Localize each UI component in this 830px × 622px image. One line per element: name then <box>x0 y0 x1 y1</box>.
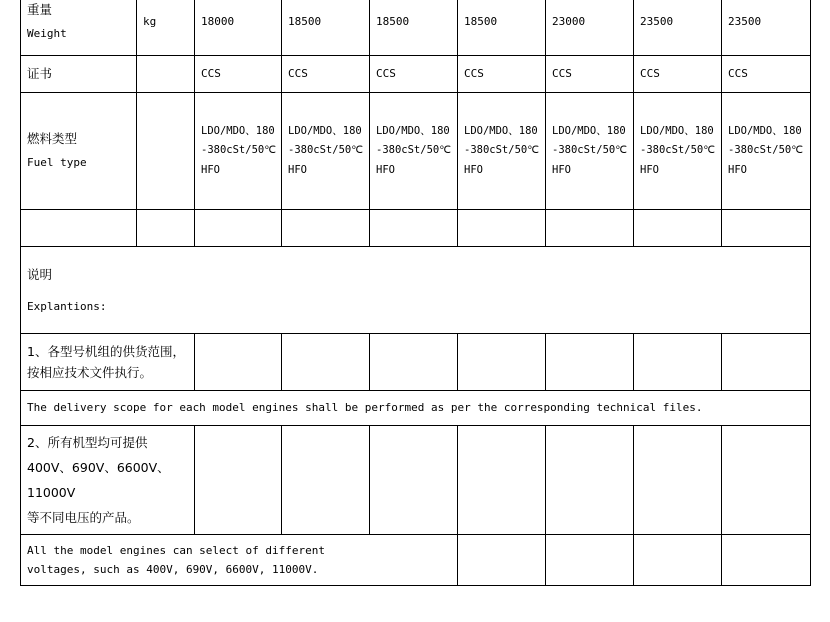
cell-note1-pad-4 <box>458 334 546 391</box>
cell-note2-pad-4 <box>458 426 546 535</box>
table-row-weight <box>21 0 811 56</box>
cell-note2-pad-2 <box>282 426 370 535</box>
cell-note2-en <box>21 535 458 586</box>
cell-note1-pad-3 <box>370 334 458 391</box>
explanations-title-en: Explantions: <box>27 300 107 313</box>
cell-fuel-type-2 <box>282 93 370 210</box>
row-label-fuel-type-en: Fuel type <box>27 156 87 170</box>
cell-fuel-type-1-line2: -380cSt/50℃ <box>201 144 277 157</box>
cell-note2-pad-6 <box>634 426 722 535</box>
note2-cn-line2: 400V、690V、6600V、11000V <box>27 460 170 500</box>
cell-note2-en-pad-3 <box>634 535 722 586</box>
cell-fuel-type-3-line2: -380cSt/50℃ <box>376 144 452 157</box>
cell-fuel-type-6-line3: HFO <box>640 163 659 176</box>
cell-fuel-type-2-line3: HFO <box>288 163 307 176</box>
cell-certificate-1: CCS <box>195 56 282 93</box>
cell-fuel-type-3 <box>370 93 458 210</box>
engine-specification-table <box>20 0 811 586</box>
cell-note1-pad-6 <box>634 334 722 391</box>
cell-fuel-type-4-line2: -380cSt/50℃ <box>464 144 540 157</box>
cell-blank-4 <box>458 210 546 247</box>
cell-fuel-type-6-line1: LDO/MDO、180 <box>640 124 714 137</box>
cell-fuel-type-3-line1: LDO/MDO、180 <box>376 124 450 137</box>
cell-note1-en <box>21 391 811 426</box>
cell-certificate-3: CCS <box>370 56 458 93</box>
cell-note2-cn <box>21 426 195 535</box>
cell-fuel-type-7-line2: -380cSt/50℃ <box>728 144 804 157</box>
row-label-certificate-cn: 证书 <box>27 65 53 81</box>
cell-note2-en-pad-2 <box>546 535 634 586</box>
cell-fuel-type-5 <box>546 93 634 210</box>
cell-fuel-type-5-line3: HFO <box>552 163 571 176</box>
explanations-title-cn: 说明 <box>27 266 53 282</box>
cell-blank-label <box>21 210 137 247</box>
cell-note1-pad-5 <box>546 334 634 391</box>
cell-fuel-type-1-line3: HFO <box>201 163 220 176</box>
row-label-weight-en: Weight <box>27 27 67 41</box>
cell-fuel-type-2-line1: LDO/MDO、180 <box>288 124 362 137</box>
table-row-note2-en <box>21 535 811 586</box>
cell-fuel-type-6-line2: -380cSt/50℃ <box>640 144 716 157</box>
cell-note1-pad-1 <box>195 334 282 391</box>
row-label-weight <box>21 0 137 56</box>
cell-blank-7 <box>722 210 811 247</box>
cell-fuel-type-7 <box>722 93 811 210</box>
cell-fuel-type-3-line3: HFO <box>376 163 395 176</box>
cell-fuel-type-7-line3: HFO <box>728 163 747 176</box>
cell-fuel-type-7-line1: LDO/MDO、180 <box>728 124 802 137</box>
cell-certificate-7: CCS <box>722 56 811 93</box>
cell-fuel-type-4 <box>458 93 546 210</box>
table-row-certificate <box>21 56 811 93</box>
cell-blank-2 <box>282 210 370 247</box>
table-row-note2-cn <box>21 426 811 535</box>
cell-blank-6 <box>634 210 722 247</box>
cell-blank-5 <box>546 210 634 247</box>
cell-weight-5: 23000 <box>546 0 634 56</box>
note2-en-line2: voltages, such as 400V, 690V, 6600V, 11000V. <box>27 563 319 576</box>
row-label-weight-cn: 重量 <box>27 2 53 18</box>
cell-note2-pad-7 <box>722 426 811 535</box>
cell-note1-pad-2 <box>282 334 370 391</box>
cell-fuel-type-5-line2: -380cSt/50℃ <box>552 144 628 157</box>
cell-blank-unit <box>137 210 195 247</box>
row-label-certificate <box>21 56 137 93</box>
cell-fuel-type-1 <box>195 93 282 210</box>
cell-weight-7: 23500 <box>722 0 811 56</box>
cell-fuel-type-2-line2: -380cSt/50℃ <box>288 144 364 157</box>
cell-fuel-type-5-line1: LDO/MDO、180 <box>552 124 626 137</box>
cell-certificate-6: CCS <box>634 56 722 93</box>
cell-weight-3: 18500 <box>370 0 458 56</box>
cell-note2-pad-3 <box>370 426 458 535</box>
cell-certificate-4: CCS <box>458 56 546 93</box>
cell-note2-en-pad-1 <box>458 535 546 586</box>
cell-note1-pad-7 <box>722 334 811 391</box>
note1-cn-line2: 按相应技术文件执行。 <box>27 365 153 380</box>
cell-fuel-type-6 <box>634 93 722 210</box>
row-unit-weight: kg <box>137 0 195 56</box>
note1-cn-line1: 1、各型号机组的供货范围， <box>27 343 185 359</box>
row-unit-certificate <box>137 56 195 93</box>
cell-weight-2: 18500 <box>282 0 370 56</box>
table-row-fuel-type <box>21 93 811 210</box>
cell-fuel-type-4-line1: LDO/MDO、180 <box>464 124 538 137</box>
table-row-explanations <box>21 247 811 334</box>
cell-blank-1 <box>195 210 282 247</box>
note2-cn-line3: 等不同电压的产品。 <box>27 510 140 525</box>
table-row-note1-cn <box>21 334 811 391</box>
table-row-blank <box>21 210 811 247</box>
cell-fuel-type-4-line3: HFO <box>464 163 483 176</box>
cell-note2-en-pad-4 <box>722 535 811 586</box>
cell-certificate-2: CCS <box>282 56 370 93</box>
cell-note2-pad-5 <box>546 426 634 535</box>
cell-note2-pad-1 <box>195 426 282 535</box>
row-unit-fuel-type <box>137 93 195 210</box>
cell-weight-4: 18500 <box>458 0 546 56</box>
cell-weight-6: 23500 <box>634 0 722 56</box>
cell-note1-cn <box>21 334 195 391</box>
cell-certificate-5: CCS <box>546 56 634 93</box>
note2-en-line1: All the model engines can select of different <box>27 543 326 557</box>
table-row-note1-en <box>21 391 811 426</box>
row-label-fuel-type <box>21 93 137 210</box>
note1-en-text: The delivery scope for each model engines shall be performed as per the corresponding technical files. <box>27 401 703 415</box>
cell-weight-1: 18000 <box>195 0 282 56</box>
note2-cn-line1: 2、所有机型均可提供 <box>27 435 148 450</box>
cell-explanations <box>21 247 811 334</box>
cell-fuel-type-1-line1: LDO/MDO、180 <box>201 124 275 137</box>
cell-blank-3 <box>370 210 458 247</box>
row-label-fuel-type-cn: 燃料类型 <box>27 131 78 147</box>
